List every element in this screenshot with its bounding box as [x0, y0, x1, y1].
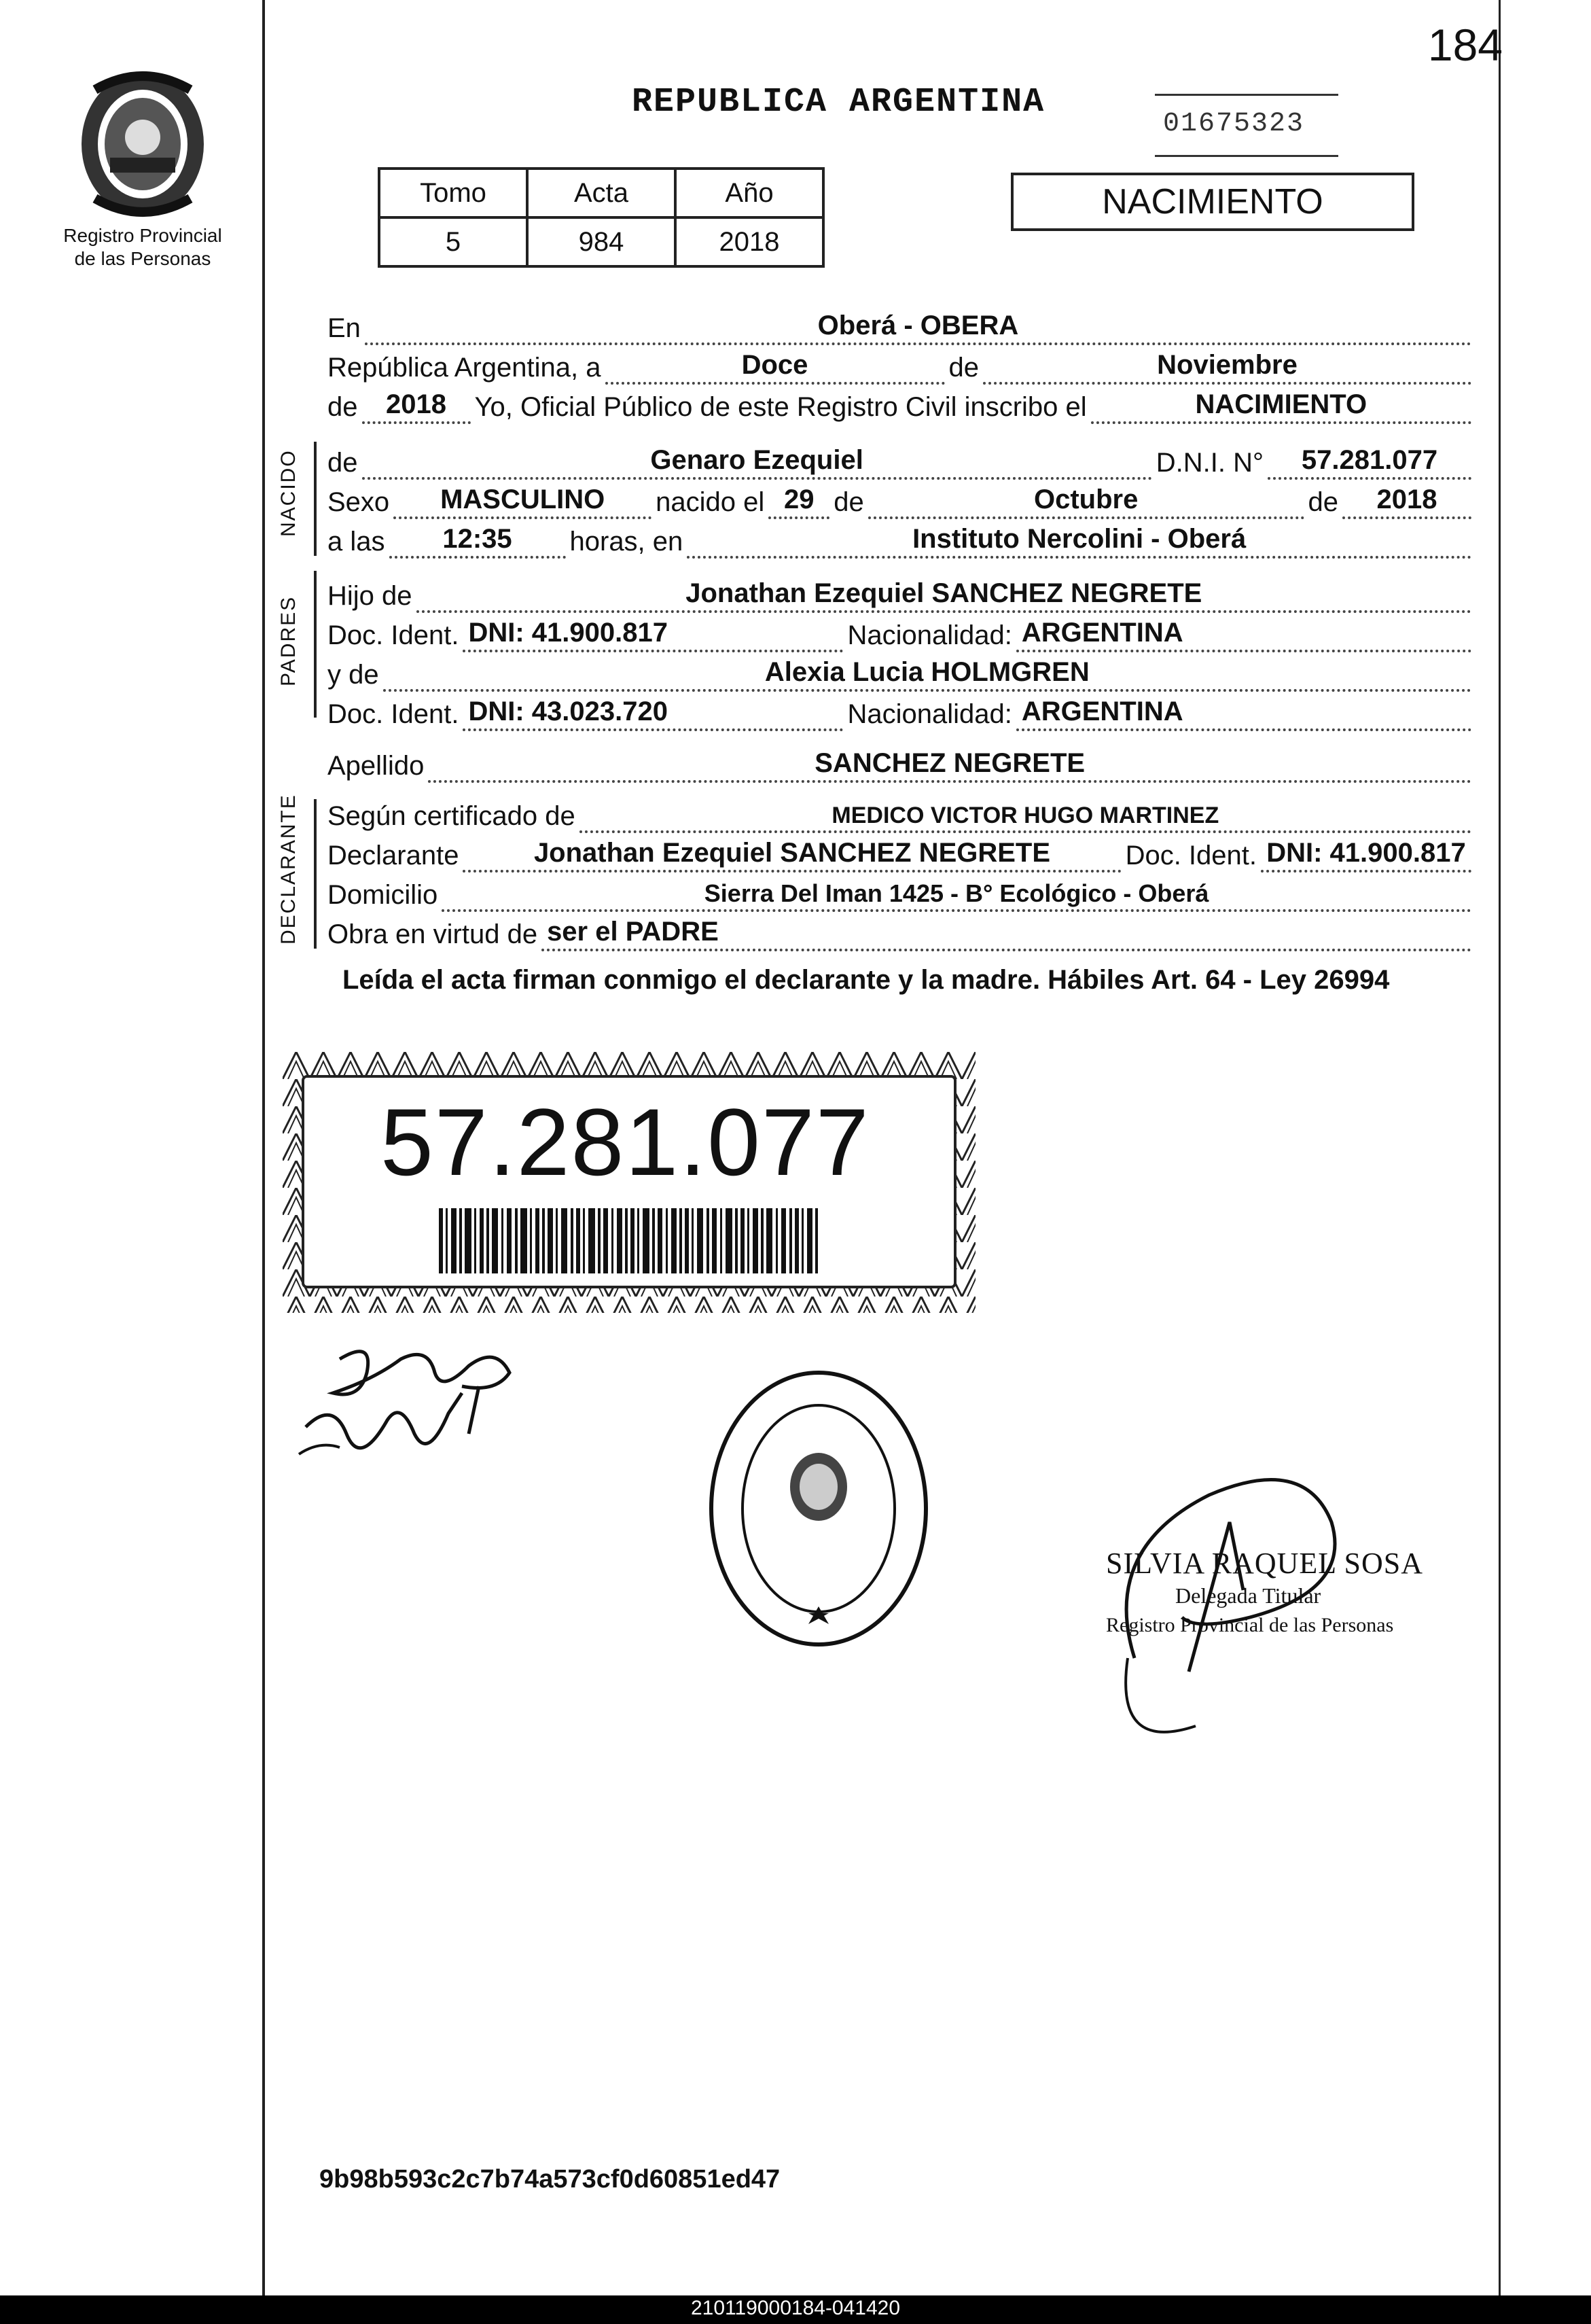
- document-title: REPUBLICA ARGENTINA: [632, 83, 1045, 122]
- table-value-anio: 2018: [675, 217, 823, 266]
- cert-field: [579, 792, 1471, 833]
- row-sex-birth: [327, 481, 1476, 519]
- mother-doc-label: Doc. Ident.: [327, 699, 459, 729]
- official-organization: Registro Provincial de las Personas: [1106, 1614, 1394, 1636]
- row-father-doc: [327, 614, 1476, 652]
- birth-month-value: Octubre: [1033, 485, 1139, 514]
- row-obra: [327, 913, 1476, 951]
- nacido-bracket: [314, 442, 317, 556]
- closing-statement: Leída el acta firman conmigo el declarante y la madre. Hábiles Art. 64 - Ley 26994: [342, 965, 1390, 995]
- misiones-shield-icon: [75, 63, 211, 219]
- page-number: 184: [1427, 20, 1503, 70]
- surname-field: [428, 742, 1471, 783]
- day-value: Doce: [741, 350, 808, 380]
- time-value: 12:35: [442, 524, 512, 554]
- child-name-value: Genaro Ezequiel: [650, 445, 863, 475]
- table-value-tomo: 5: [379, 217, 527, 266]
- record-table-header-row: [379, 169, 823, 217]
- father-doc-label: Doc. Ident.: [327, 620, 459, 650]
- footer-code: 210119000184-041420: [690, 2297, 901, 2319]
- child-de-label: de: [327, 448, 358, 478]
- row-mother: [327, 654, 1476, 692]
- horas-label: horas, en: [569, 527, 683, 557]
- official-name: SILVIA RAQUEL SOSA: [1106, 1547, 1424, 1580]
- padres-section-label: PADRES: [277, 595, 300, 686]
- cert-value: MEDICO VICTOR HUGO MARTINEZ: [832, 803, 1219, 828]
- row-date: [327, 347, 1476, 385]
- sexo-value: MASCULINO: [440, 485, 605, 514]
- declarant-doc-label: Doc. Ident.: [1125, 841, 1257, 870]
- birth-de-label: de: [834, 487, 864, 517]
- child-dni-field: [1268, 439, 1471, 480]
- year-value: 2018: [386, 389, 446, 419]
- cert-label: Según certificado de: [327, 801, 575, 831]
- record-table-value-row: [379, 217, 823, 266]
- birth-year-value: 2018: [1376, 485, 1437, 514]
- sexo-label: Sexo: [327, 487, 390, 517]
- declarant-label: Declarante: [327, 841, 459, 870]
- birth-de-label-2: de: [1308, 487, 1338, 517]
- barcode-icon: [439, 1208, 819, 1276]
- birth-month-field: [868, 478, 1304, 519]
- father-doc-value: DNI: 41.900.817: [468, 618, 668, 648]
- place-field: [365, 304, 1471, 345]
- mother-value: Alexia Lucia HOLMGREN: [764, 657, 1090, 687]
- left-margin-rule: [262, 0, 265, 2295]
- declarant-doc-value: DNI: 41.900.817: [1266, 838, 1466, 868]
- obra-field: [541, 911, 1471, 951]
- de-label: de: [948, 353, 979, 383]
- statement-text: Yo, Oficial Público de este Registro Civil inscribo el: [474, 392, 1087, 422]
- dni-sticker-number: 57.281.077: [380, 1089, 870, 1195]
- document-hash: 9b98b593c2c7b74a573cf0d60851ed47: [319, 2165, 781, 2194]
- birth-year-field: [1342, 478, 1471, 519]
- time-field: [389, 518, 566, 559]
- mother-nat-label: Nacionalidad:: [847, 699, 1012, 729]
- birth-day-field: [768, 478, 829, 519]
- mother-field: [383, 651, 1471, 692]
- father-field: [416, 572, 1471, 613]
- nacido-el-label: nacido el: [656, 487, 765, 517]
- year-field: [362, 383, 471, 424]
- padres-bracket: [314, 571, 317, 718]
- address-value: Sierra Del Iman 1425 - B° Ecológico - Oberá: [704, 879, 1209, 907]
- republic-label: República Argentina, a: [327, 353, 601, 383]
- mother-nat-value: ARGENTINA: [1021, 697, 1183, 726]
- serial-rule-bottom: [1155, 155, 1338, 157]
- obra-label: Obra en virtud de: [327, 919, 538, 949]
- declarant-value: Jonathan Ezequiel SANCHEZ NEGRETE: [533, 838, 1051, 868]
- row-child-name: [327, 442, 1476, 480]
- official-role: Delegada Titular: [1175, 1583, 1321, 1608]
- row-mother-doc: [327, 693, 1476, 731]
- registry-caption: [41, 224, 245, 270]
- nacido-section-label: NACIDO: [277, 449, 300, 537]
- father-value: Jonathan Ezequiel SANCHEZ NEGRETE: [685, 578, 1202, 608]
- alas-label: a las: [327, 527, 385, 557]
- sexo-field: [393, 478, 651, 519]
- act-value: NACIMIENTO: [1195, 389, 1367, 419]
- month-value: Noviembre: [1157, 350, 1298, 380]
- record-type-box: NACIMIENTO: [1011, 173, 1414, 231]
- father-doc-field: [463, 612, 843, 652]
- table-header-tomo: Tomo: [379, 169, 527, 217]
- apellido-label: Apellido: [327, 751, 425, 781]
- row-address: [327, 874, 1476, 912]
- hijo-label: Hijo de: [327, 581, 412, 611]
- de2-label: de: [327, 392, 358, 422]
- table-header-anio: Año: [675, 169, 823, 217]
- row-time-place: [327, 521, 1476, 559]
- declarant-field: [463, 832, 1121, 873]
- row-statement: [327, 386, 1476, 424]
- month-field: [983, 344, 1471, 385]
- right-margin-rule: [1499, 0, 1501, 2295]
- act-field: [1091, 383, 1471, 424]
- province-logo: [75, 63, 211, 219]
- dni-label: D.N.I. N°: [1156, 448, 1264, 478]
- child-dni-value: 57.281.077: [1301, 445, 1438, 475]
- mother-doc-value: DNI: 43.023.720: [468, 697, 668, 726]
- birth-day-value: 29: [784, 485, 815, 514]
- domicilio-label: Domicilio: [327, 880, 438, 910]
- address-field: [442, 871, 1471, 912]
- serial-number: 01675323: [1163, 109, 1305, 139]
- declarant-signature: [292, 1332, 537, 1522]
- table-header-acta: Acta: [527, 169, 675, 217]
- en-label: En: [327, 313, 361, 343]
- birth-place-value: Instituto Nercolini - Oberá: [912, 524, 1247, 554]
- row-certificate: [327, 795, 1476, 833]
- row-place: [327, 307, 1476, 345]
- yde-label: y de: [327, 660, 379, 690]
- declarante-bracket: [314, 799, 317, 949]
- table-value-acta: 984: [527, 217, 675, 266]
- father-nat-value: ARGENTINA: [1021, 618, 1183, 648]
- place-value: Oberá - OBERA: [817, 311, 1019, 340]
- surname-value: SANCHEZ NEGRETE: [815, 748, 1086, 778]
- declarant-doc-field: [1261, 832, 1471, 873]
- father-nat-field: [1016, 612, 1471, 652]
- serial-rule-top: [1155, 94, 1338, 96]
- birth-place-field: [687, 518, 1471, 559]
- registry-line-1: Registro Provincial: [63, 225, 222, 246]
- mother-doc-field: [463, 690, 843, 731]
- child-name-field: [362, 439, 1152, 480]
- day-field: [605, 344, 945, 385]
- row-father: [327, 575, 1476, 613]
- row-surname: [327, 745, 1476, 783]
- delegation-seal: [707, 1366, 931, 1651]
- registry-line-2: de las Personas: [74, 248, 211, 269]
- row-declarant: [327, 834, 1476, 873]
- mother-nat-field: [1016, 690, 1471, 731]
- declarante-section-label: DECLARANTE: [277, 794, 300, 945]
- father-nat-label: Nacionalidad:: [847, 620, 1012, 650]
- obra-value: ser el PADRE: [547, 917, 719, 947]
- record-table: [378, 167, 825, 268]
